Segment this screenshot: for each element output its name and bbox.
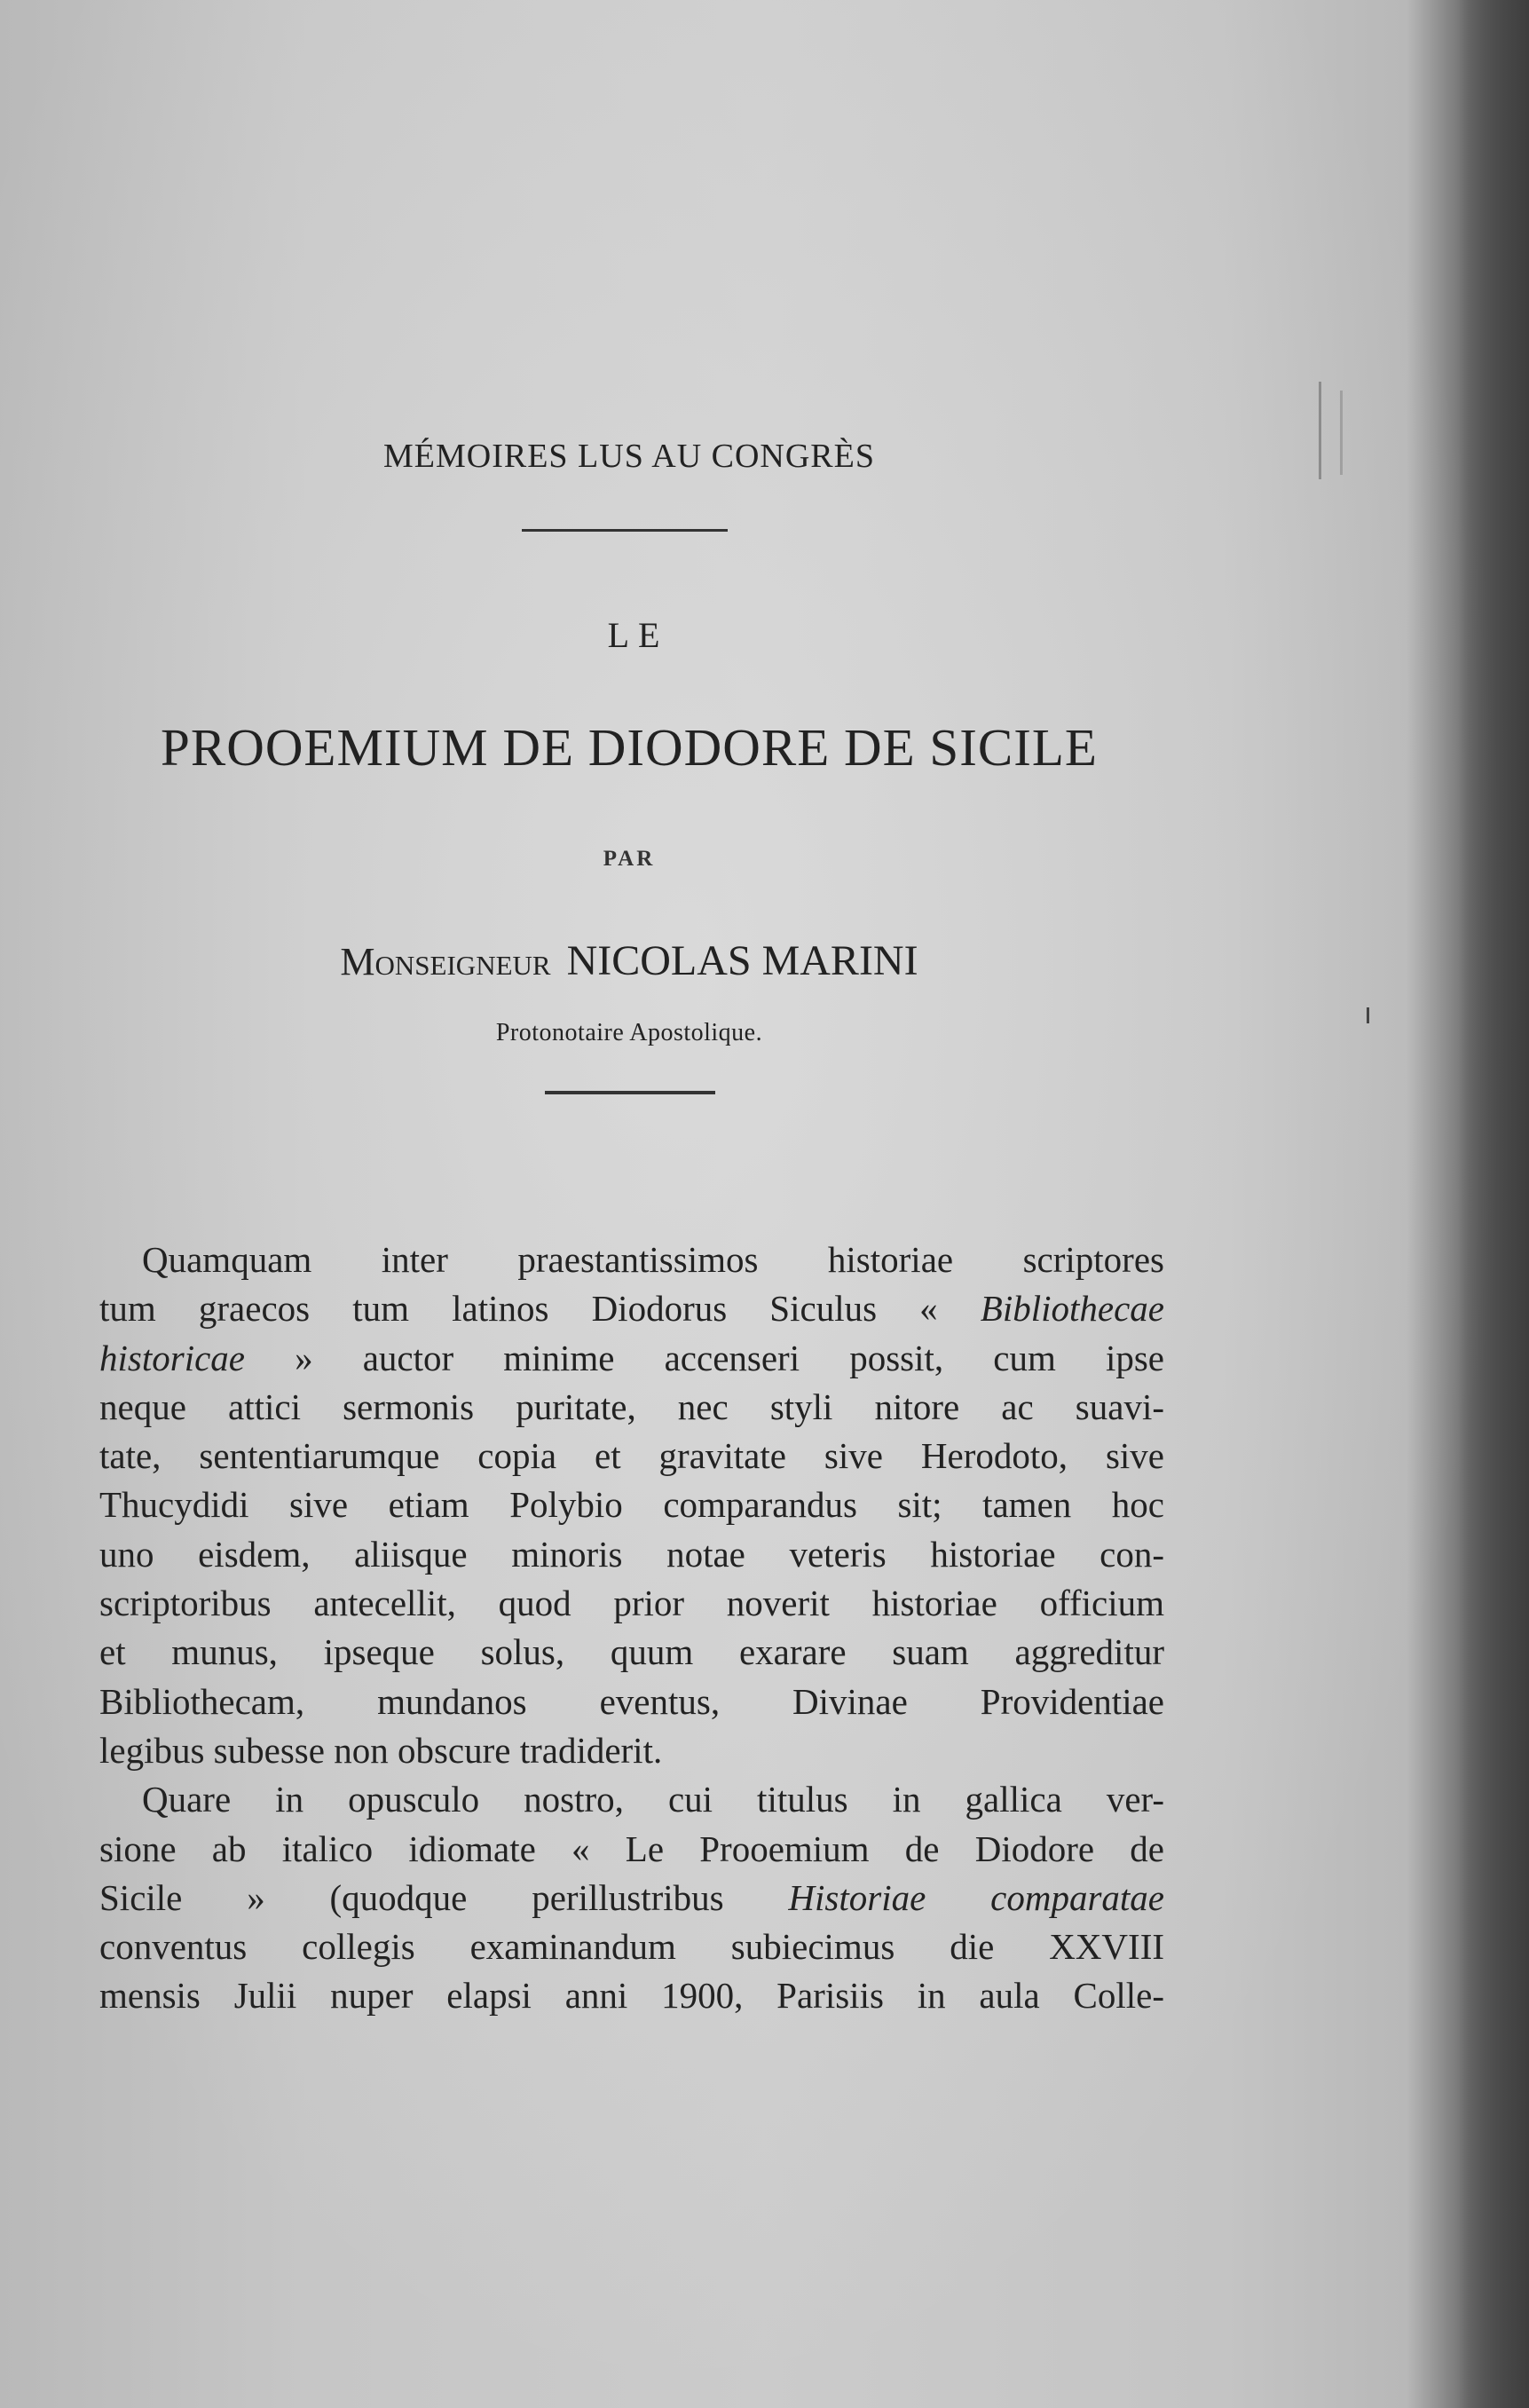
text-run: scriptoribus antecellit, quod prior noverit historiae officium bbox=[99, 1583, 1164, 1624]
section-header: MÉMOIRES LUS AU CONGRÈS bbox=[382, 438, 876, 475]
text-run: conventus collegis examinandum subiecimus die XXVIII bbox=[99, 1926, 1164, 1968]
text-run: sione ab italico idiomate « Le Prooemium de Diodore de bbox=[99, 1828, 1164, 1869]
author-honorific: Monseigneur bbox=[340, 940, 551, 983]
italic-text-run: historicae bbox=[99, 1337, 245, 1378]
text-line bbox=[99, 1628, 1164, 1677]
margin-tick bbox=[1367, 1007, 1369, 1023]
title-article: LE bbox=[607, 615, 669, 655]
text-line bbox=[99, 1236, 1164, 1284]
text-line bbox=[99, 1432, 1164, 1480]
text-run: Quamquam inter praestantissimos historiae scriptores bbox=[142, 1239, 1164, 1280]
text-line bbox=[99, 1383, 1164, 1432]
italic-text-run: Bibliothecae bbox=[980, 1288, 1164, 1330]
binding-shadow bbox=[1458, 0, 1529, 2408]
author-name: NICOLAS MARINI bbox=[566, 937, 918, 984]
text-run: Bibliothecam, mundanos eventus, Divinae Providentiae bbox=[99, 1680, 1164, 1722]
text-run: legibus subesse non obscure tradiderit. bbox=[99, 1729, 663, 1771]
text-run: » auctor minime accenseri possit, cum ipse bbox=[244, 1337, 1164, 1378]
text-run: uno eisdem, aliisque minoris notae veteris historiae con- bbox=[99, 1533, 1164, 1575]
text-run: Thucydidi sive etiam Polybio comparandus sit; tamen hoc bbox=[99, 1484, 1164, 1526]
page-title: PROOEMIUM DE DIODORE DE SICILE bbox=[161, 718, 1098, 777]
margin-mark bbox=[1340, 391, 1343, 475]
text-line bbox=[99, 1334, 1164, 1383]
text-run: tate, sententiarumque copia et gravitate sive Herodoto, sive bbox=[99, 1435, 1164, 1477]
text-line bbox=[99, 1678, 1164, 1726]
divider-rule bbox=[545, 1091, 715, 1094]
text-line bbox=[99, 1530, 1164, 1579]
text-run: mensis Julii nuper elapsi anni 1900, Parisiis in aula Colle- bbox=[99, 1975, 1164, 2017]
text-run: neque attici sermonis puritate, nec styli nitore ac suavi- bbox=[99, 1386, 1164, 1427]
margin-mark bbox=[1319, 382, 1321, 479]
text-run: et munus, ipseque solus, quum exarare suam aggreditur bbox=[99, 1631, 1164, 1673]
author-role: Protonotaire Apostolique. bbox=[495, 1019, 763, 1046]
author-line bbox=[0, 936, 1258, 985]
italic-text-run: Historiae comparatae bbox=[788, 1876, 1164, 1918]
text-line bbox=[99, 1284, 1164, 1333]
text-line bbox=[99, 1775, 1164, 1824]
divider-rule bbox=[522, 529, 728, 532]
by-line: PAR bbox=[603, 847, 656, 871]
text-line bbox=[99, 1922, 1164, 1971]
text-run: Sicile » (quodque perillustribus bbox=[99, 1876, 789, 1918]
text-line bbox=[99, 1971, 1164, 2020]
text-run: Quare in opusculo nostro, cui titulus in gallica ver- bbox=[142, 1779, 1164, 1820]
text-line bbox=[99, 1579, 1164, 1628]
text-line bbox=[99, 1825, 1164, 1874]
text-line bbox=[99, 1726, 1164, 1775]
text-run: tum graecos tum latinos Diodorus Siculus « bbox=[99, 1288, 981, 1330]
text-line bbox=[99, 1480, 1164, 1529]
text-line bbox=[99, 1874, 1164, 1922]
body-text bbox=[99, 1236, 1164, 2021]
